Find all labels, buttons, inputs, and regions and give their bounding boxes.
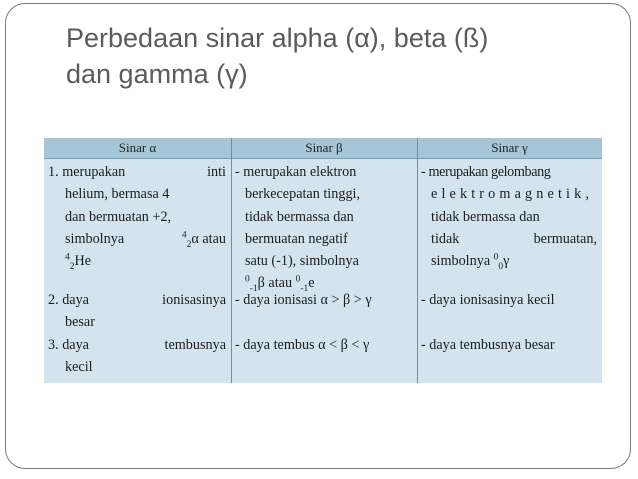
alpha-text: inti: [207, 164, 226, 180]
beta-text: - merupakan elektron: [235, 164, 357, 180]
alpha-symbol: [48, 250, 226, 272]
table-header-row: [44, 138, 602, 159]
subscript: 2: [69, 262, 75, 273]
superscript: 0: [245, 274, 250, 285]
alpha-text: helium, bermasa 4: [65, 186, 170, 203]
subscript: 0: [498, 262, 504, 273]
gamma-text: simbolnya: [431, 253, 491, 270]
gamma-row: [421, 228, 597, 250]
gamma-text: - daya ionisasinya kecil: [421, 292, 555, 308]
beta-text: satu (-1), simbolnya: [245, 253, 359, 270]
superscript: 0: [493, 252, 499, 263]
slide-title-line-1: Perbedaan sinar alpha (α), beta (ß): [66, 23, 489, 53]
gamma-text: - merupakan gelombang: [421, 164, 551, 180]
alpha-row: [48, 161, 226, 183]
subscript: -1: [300, 284, 309, 295]
column-divider: [417, 138, 418, 383]
superscript: 4: [181, 230, 187, 241]
alpha-symbol: [182, 228, 226, 250]
gamma-cell: [421, 289, 597, 356]
beta-text: tidak bermassa dan: [245, 208, 354, 225]
slide-title: [66, 20, 606, 92]
header-gamma: Sinar γ: [491, 140, 528, 155]
radiation-comparison-table: [44, 138, 602, 383]
gamma-symbol: [421, 250, 597, 272]
header-alpha: Sinar α: [118, 140, 157, 155]
alpha-text: ionisasinya: [162, 292, 226, 308]
gamma-text: e l e k t r o m a g n e t i k ,: [431, 186, 590, 203]
alpha-text: dan bermuatan +2,: [65, 208, 172, 225]
column-divider: [231, 138, 232, 383]
alpha-text: besar: [65, 314, 95, 331]
beta-text: bermuatan negatif: [245, 230, 348, 247]
superscript: 0: [295, 274, 301, 285]
alpha-row: [48, 289, 226, 311]
alpha-text: 3. daya: [48, 336, 89, 353]
alpha-text: kecil: [65, 358, 93, 375]
alpha-row: [48, 334, 226, 356]
subscript: 2: [186, 239, 192, 250]
beta-text: β atau: [257, 275, 293, 292]
beta-text: berkecepatan tinggi,: [245, 186, 361, 203]
beta-cell: [235, 161, 411, 295]
beta-text: e: [308, 275, 315, 292]
alpha-text: 1. merupakan: [48, 164, 126, 180]
subscript: -1: [249, 284, 258, 295]
alpha-row: [48, 228, 226, 250]
gamma-text: tidak: [431, 230, 460, 247]
superscript: 4: [65, 252, 70, 263]
gamma-text: γ: [503, 253, 510, 270]
slide-title-line-2: dan gamma (γ): [66, 59, 248, 89]
beta-text: - daya tembus α < β < γ: [235, 336, 370, 353]
gamma-text: - daya tembusnya besar: [421, 336, 555, 353]
gamma-text: bermuatan,: [533, 230, 597, 247]
alpha-text: simbolnya: [65, 230, 125, 247]
beta-text: - daya ionisasi α > β > γ: [235, 292, 372, 308]
alpha-cell: [48, 161, 226, 272]
beta-cell: [235, 289, 411, 356]
header-beta: Sinar β: [305, 140, 343, 155]
alpha-text: He: [74, 253, 92, 270]
alpha-text: tembusnya: [164, 336, 226, 353]
alpha-text: 2. daya: [48, 292, 89, 308]
gamma-cell: [421, 161, 597, 272]
alpha-cell: [48, 289, 226, 378]
alpha-text: α atau: [191, 230, 226, 247]
gamma-text: tidak bermassa dan: [431, 208, 540, 225]
